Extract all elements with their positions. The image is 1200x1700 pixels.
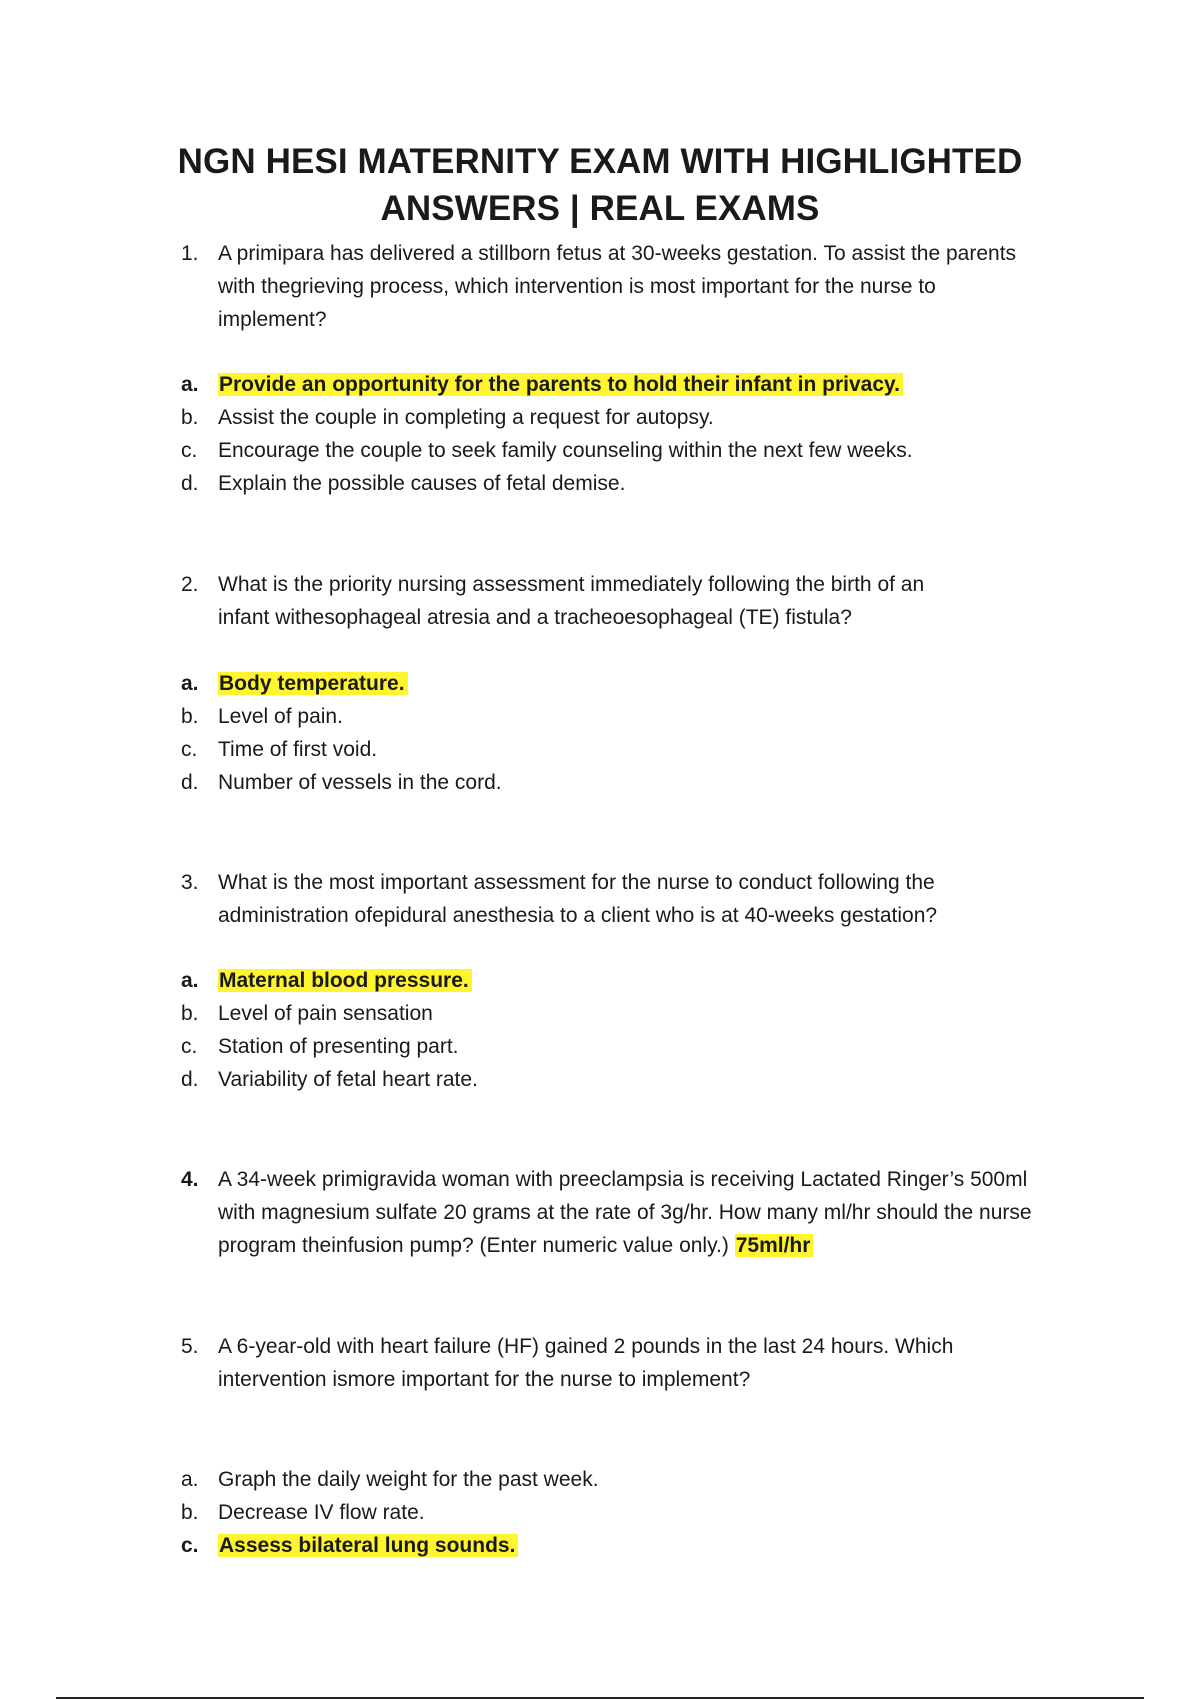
title-line-2: ANSWERS | REAL EXAMS	[380, 189, 820, 228]
question-4-number: 4.	[181, 1168, 199, 1191]
highlighted-answer: Maternal blood pressure.	[218, 969, 472, 992]
title-line-1: NGN HESI MATERNITY EXAM WITH HIGHLIGHTED	[177, 142, 1023, 181]
highlighted-answer: Provide an opportunity for the parents to hold their infant in privacy.	[218, 373, 903, 396]
highlighted-answer: Assess bilateral lung sounds.	[218, 1534, 518, 1557]
question-5-number: 5.	[181, 1335, 199, 1358]
question-3-number: 3.	[181, 871, 199, 894]
document-title	[0, 138, 1200, 232]
question-1-number: 1.	[181, 242, 199, 265]
highlighted-answer: 75ml/hr	[735, 1234, 814, 1257]
highlighted-answer: Body temperature.	[218, 672, 408, 695]
question-2-number: 2.	[181, 573, 199, 596]
document-page: NGN HESI MATERNITY EXAM WITH HIGHLIGHTED ANSWERS | REAL EXAMS 1. A primipara has delivered a stillborn fetus at 30-weeks gestation. To assist the parents with thegrieving process, which intervention is most important for the nurse to implement? a. Provide an opportunity for the parents to hold their infant in privacy. b. Assist the couple in completing a request for autopsy. c. Encourage the couple to seek family counseling within the next few weeks. d. Explain the possible causes of fetal demise. 2. What is the priority nursing assessment immediately following the birth of an infant withesophageal atresia and a tracheoesophageal (TE) fistula? a. Body temperature. b. Level of pain. c. Time of first void. d. Number of vessels in the cord. 3. What is the most important assessment for the nurse to conduct following the administration ofepidural anesthesia to a client who is at 40-weeks gestation? a. Maternal blood pressure. b. Level of pain sensation c. Station of presenting part. d. Variability of fetal heart rate. 4. A 34-week primigravida woman with preeclampsia is receiving Lactated Ringer’s 500ml with magnesium sulfate 20 grams at the rate of 3g/hr. How many ml/hr should the nurse program theinfusion pump? (Enter numeric value only.) 75ml/hr 5. A 6-year-old with heart failure (HF) gained 2 pounds in the last 24 hours. Which intervention ismore important for the nurse to implement? a. Graph the daily weight for the past week. b. Decrease IV flow rate. c. Assess bilateral lung sounds.	[0, 0, 1200, 1700]
bottom-divider	[56, 1697, 1144, 1699]
